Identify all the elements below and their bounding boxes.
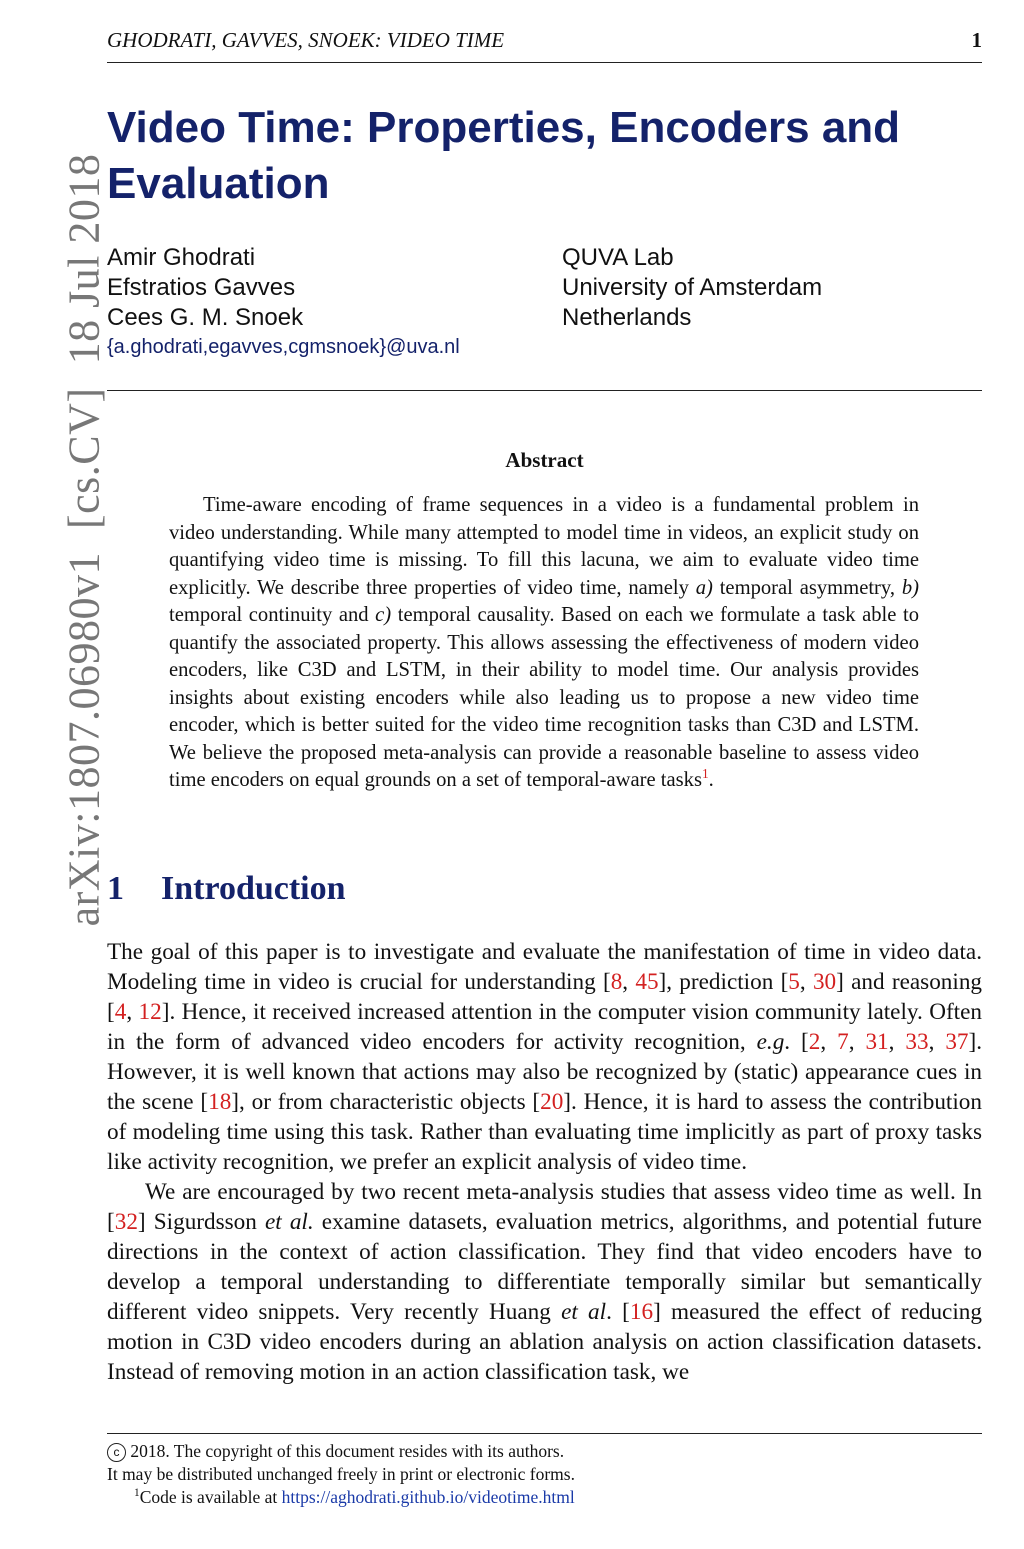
citation-link[interactable]: 45 [635, 969, 659, 995]
text-run-italic: et al [561, 1299, 607, 1325]
running-header [107, 26, 982, 56]
footnote-mark: 1 [134, 1487, 140, 1500]
citation-link[interactable]: 31 [865, 1029, 889, 1055]
abstract-text [169, 492, 919, 795]
text-run: ]. However, it is well known that actions may also be recognized by (static) appearance cues in the scene [ [107, 1029, 983, 1115]
citation-link[interactable]: 2 [808, 1029, 821, 1055]
citation-link[interactable]: 20 [540, 1089, 564, 1115]
arxiv-stamp: arXiv:1807.06980v1 [cs.CV] 18 Jul 2018 [59, 153, 109, 927]
text-run: , [126, 999, 139, 1025]
affiliation [562, 243, 822, 333]
text-run: , [888, 1029, 906, 1055]
text-run: ]. Hence, it received increased attention in the computer vision community lately. Often in the form of advanced video encoders for activity recognition, [107, 999, 983, 1055]
citation-link[interactable]: 7 [837, 1029, 849, 1055]
citation-link[interactable]: 4 [114, 999, 127, 1025]
abstract-text-part: . [708, 769, 714, 791]
footnote-link[interactable]: 1 [701, 766, 709, 782]
abstract-heading: Abstract [505, 448, 584, 472]
text-run: , [820, 1029, 838, 1055]
abstract-text-part: temporal continuity and [169, 604, 376, 626]
footnote-rule [107, 1433, 982, 1434]
code-footnote [107, 1486, 982, 1509]
affiliation-line: University of Amsterdam [562, 274, 823, 301]
abstract-text-part: temporal asymmetry, [712, 576, 902, 599]
text-run: ] measured the effect of reducing motion in C3D video encoders during an ablation analysis on action classification datasets. Instead of removing motion in an action classification task, we [107, 1299, 982, 1385]
text-run-italic: e.g [756, 1029, 785, 1055]
citation-link[interactable]: 37 [945, 1029, 969, 1055]
citation-link[interactable]: 5 [788, 969, 800, 995]
page-number: 1 [971, 28, 982, 52]
abstract-text-part: temporal causality. Based on each we formulate a task able to quantify the associated property. This allows assessing the effectiveness of modern video encoders, like C3D and LSTM, in their ability to model time. Our analysis provides insights about existing encoders while also leading us to propose a new video time encoder, which is better suited for the video time recognition tasks than C3D and LSTM. We believe the proposed meta-analysis can provide a reasonable baseline to assess video time encoders on equal grounds on a set of temporal-aware tasks [169, 604, 920, 791]
text-run: We are encouraged by two recent meta-analysis studies that assess video time as well. In [ [107, 1179, 982, 1235]
paper-title: Video Time: Properties, Encoders and Evaluation [107, 103, 901, 208]
author-list [107, 243, 303, 333]
citation-link[interactable]: 30 [812, 969, 837, 995]
text-run: , [928, 1029, 946, 1055]
code-footnote-text: Code is available at [139, 1487, 282, 1507]
running-header-title: GHODRATI, GAVVES, SNOEK: VIDEO TIME [107, 28, 505, 52]
citation-link[interactable]: 8 [610, 969, 623, 995]
paragraph [107, 1177, 982, 1387]
author-name: Amir Ghodrati [107, 244, 256, 271]
text-run-italic: et al. [264, 1209, 314, 1235]
affiliation-line: Netherlands [562, 304, 692, 331]
author-name: Cees G. M. Snoek [107, 304, 304, 331]
citation-link[interactable]: 32 [114, 1209, 138, 1235]
abstract-text-part: Time-aware encoding of frame sequences in a video is a fundamental problem in video understanding. While many attempted to model time in videos, an explicit study on quantifying video time is missing. To fill this lacuna, we aim to evaluate video time explicitly. We describe three properties of video time, namely [169, 494, 919, 599]
abstract-marker: c) [375, 604, 392, 626]
text-run: . [ [606, 1299, 630, 1325]
affiliation-line: QUVA Lab [562, 244, 674, 271]
footnotes [107, 1440, 982, 1509]
copyright-icon: c [107, 1443, 126, 1462]
section-heading [107, 870, 346, 908]
text-run: . [ [784, 1029, 809, 1055]
copyright-notice [107, 1440, 982, 1463]
text-run: , [799, 969, 813, 995]
distribution-notice: It may be distributed unchanged freely in print or electronic forms. [107, 1464, 575, 1484]
text-run: , [622, 969, 636, 995]
copyright-text: 2018. The copyright of this document resides with its authors. [126, 1441, 565, 1461]
author-email-link[interactable]: {a.ghodrati,egavves,cgmsnoek}@uva.nl [107, 336, 460, 358]
citation-link[interactable]: 18 [208, 1089, 232, 1115]
code-url-link[interactable]: https://aghodrati.github.io/videotime.html [281, 1487, 575, 1507]
title-block-rule [107, 390, 982, 391]
author-name: Efstratios Gavves [107, 274, 296, 301]
citation-link[interactable]: 16 [629, 1299, 654, 1325]
introduction-body [107, 937, 982, 1387]
text-run: ], or from characteristic objects [ [231, 1089, 541, 1115]
text-run: , [848, 1029, 866, 1055]
text-run: examine datasets, evaluation metrics, algorithms, and potential future directions in the context of action classification. They find that video encoders have to develop a temporal understanding to differentiate temporally similar but semantically different video snippets. Very recently Huang [107, 1209, 982, 1325]
citation-link[interactable]: 33 [905, 1029, 929, 1055]
header-rule [107, 62, 982, 63]
section-title: Introduction [161, 870, 346, 907]
abstract-marker: b) [901, 576, 919, 599]
section-number: 1 [107, 870, 124, 907]
text-run: ], prediction [ [658, 969, 789, 995]
text-run: The goal of this paper is to investigate and evaluate the manifestation of time in video data. Modeling time in video is crucial for understanding [ [107, 939, 982, 995]
text-run: ] Sigurdsson [137, 1209, 265, 1235]
text-run: ] and reasoning [ [107, 969, 983, 1025]
citation-link[interactable]: 12 [138, 999, 162, 1025]
paragraph [107, 937, 982, 1177]
text-run: ]. Hence, it is hard to assess the contribution of modeling time using this task. Rather than evaluating time implicitly as part of proxy tasks like activity recognition, we prefer an explicit analysis of video time. [107, 1089, 982, 1175]
abstract-marker: a) [695, 576, 713, 599]
